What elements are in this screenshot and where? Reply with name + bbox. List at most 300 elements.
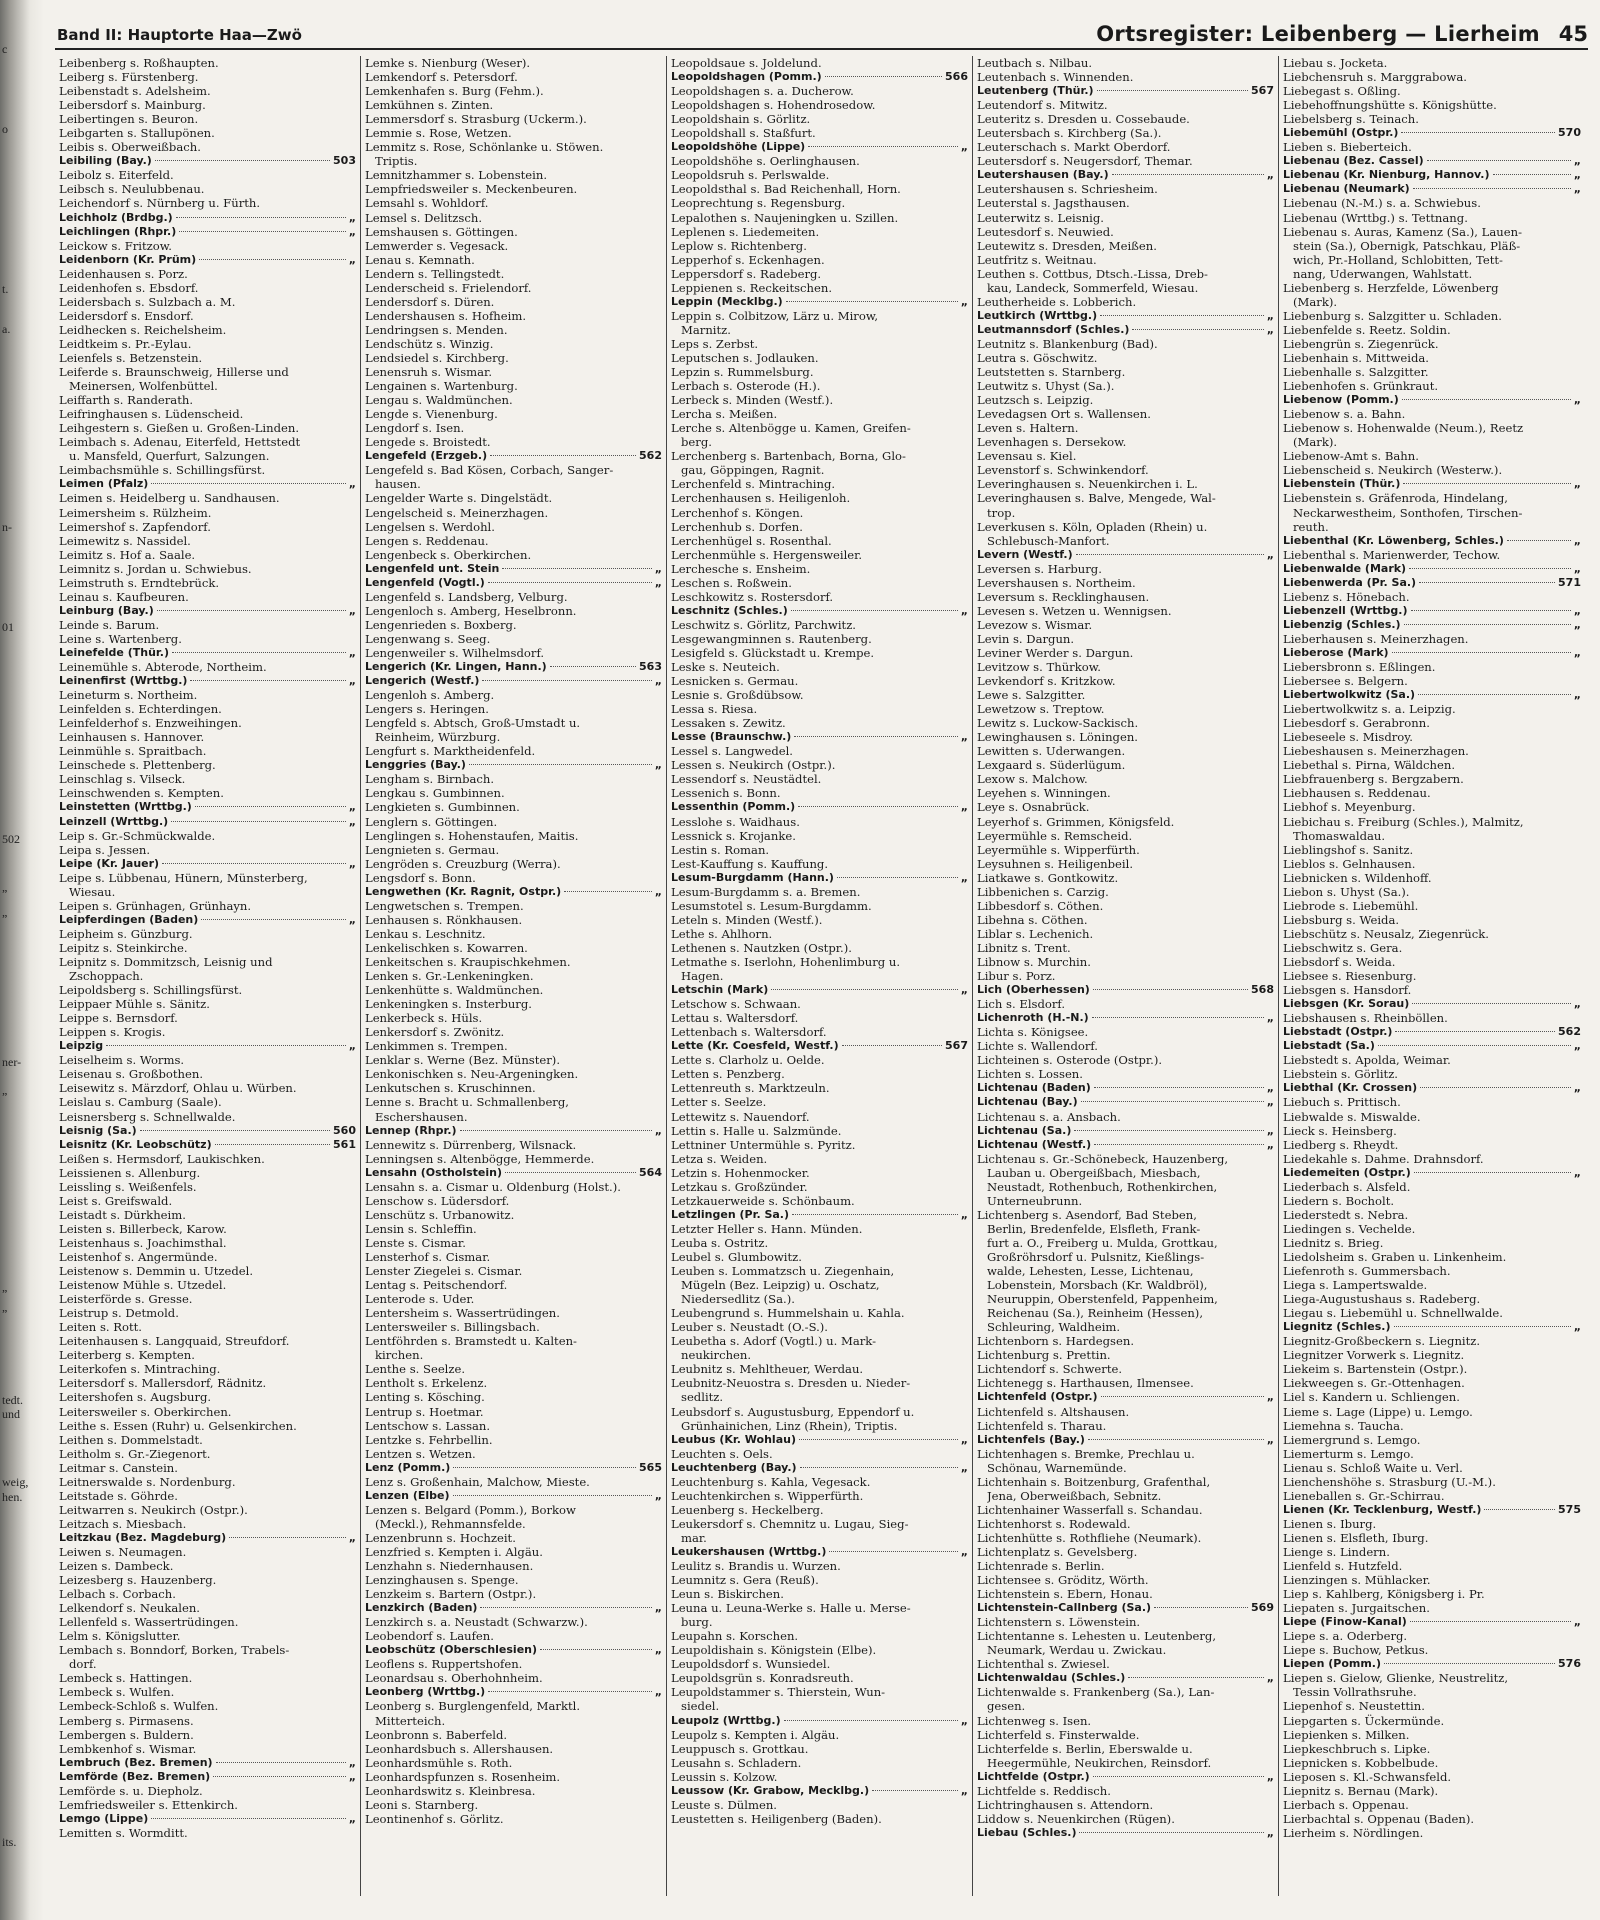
entry-page-ref: „ [348, 814, 356, 828]
index-entry [671, 1643, 968, 1657]
dot-leader [808, 146, 958, 147]
entry-text: Liebenzell (Wrttbg.) [1283, 603, 1408, 617]
dot-leader [794, 736, 957, 737]
entry-text: Liebeshausen s. Meinerzhagen. [1283, 744, 1469, 759]
entry-text: Lembach s. Bonndorf, Borken, Trabels- [59, 1643, 290, 1658]
entry-page-ref: „ [1573, 645, 1581, 659]
entry-text: Lobenstein, Morsbach (Kr. Waldbröl), [987, 1278, 1208, 1293]
index-entry [365, 1798, 662, 1812]
index-entry [977, 1152, 1274, 1166]
entry-text: Lewitz s. Luckow-Sackisch. [977, 716, 1139, 731]
entry-text: Leupoldsgrün s. Konradsreuth. [671, 1671, 854, 1686]
entry-page-ref: 567 [1251, 84, 1274, 98]
dot-leader [1420, 1087, 1571, 1088]
edge-mark: ner- [2, 1055, 22, 1069]
index-entry-continuation [671, 1292, 968, 1306]
index-entry [59, 1180, 356, 1194]
index-entry [59, 1784, 356, 1798]
edge-mark: weig, [2, 1475, 29, 1489]
entry-text: Lieck s. Heinsberg. [1283, 1123, 1397, 1138]
index-entry [365, 1503, 662, 1517]
index-entry [977, 1812, 1274, 1826]
entry-text: Libehna s. Cöthen. [977, 912, 1088, 927]
entry-text: Liebstedt s. Apolda, Weimar. [1283, 1053, 1451, 1068]
index-entry [671, 140, 968, 154]
entry-text: Letschin (Mark) [671, 983, 769, 997]
index-entry [1283, 941, 1581, 955]
entry-text: Leontinenhof s. Görlitz. [365, 1811, 504, 1826]
entry-text: Lieberhausen s. Meinerzhagen. [1283, 631, 1469, 646]
index-entry-continuation [977, 1320, 1274, 1334]
entry-text: Liebstadt (Sa.) [1283, 1039, 1375, 1053]
entry-text: Lichtensee s. Gröditz, Wörth. [977, 1573, 1149, 1588]
entry-text: Liebenau s. Auras, Kamenz (Sa.), Lauen- [1283, 224, 1522, 239]
index-entry [1283, 772, 1581, 786]
register-range-title: Ortsregister: Leibenberg — Lierheim [1096, 22, 1540, 46]
index-entry [671, 660, 968, 674]
index-entry [977, 646, 1274, 660]
index-entry [977, 1728, 1274, 1742]
entry-text: Leimersheim s. Rülzheim. [59, 505, 212, 520]
index-entry-continuation [1283, 520, 1581, 534]
entry-text: Lengwethen (Kr. Ragnit, Ostpr.) [365, 884, 562, 898]
entry-page-ref: „ [348, 674, 356, 688]
dot-leader [1112, 174, 1264, 175]
entry-text: Levesen s. Wetzen u. Wennigsen. [977, 603, 1172, 618]
entry-text: Lentföhrden s. Bramstedt u. Kalten- [365, 1334, 577, 1349]
index-entry [977, 253, 1274, 267]
index-column-5 [1279, 56, 1585, 1896]
entry-text: Zschoppach. [69, 969, 144, 984]
entry-text: Leizesberg s. Hauzenberg. [59, 1573, 217, 1588]
index-entry [977, 983, 1274, 997]
entry-page-ref: „ [1573, 561, 1581, 575]
entry-text: Leiten s. Rott. [59, 1320, 142, 1335]
dot-leader [176, 217, 346, 218]
index-entry [977, 379, 1274, 393]
index-entry [365, 1039, 662, 1053]
index-entry [977, 463, 1274, 477]
index-entry [365, 800, 662, 814]
entry-text: Leistenow s. Demmin u. Utzedel. [59, 1264, 254, 1279]
index-entry [365, 1615, 662, 1629]
entry-page-ref: 560 [333, 1123, 356, 1137]
entry-text: Leoflens s. Ruppertshofen. [365, 1657, 523, 1672]
entry-text: Lienen s. Elsfleth, Iburg. [1283, 1530, 1429, 1545]
index-entry [59, 1419, 356, 1433]
entry-text: Leumnitz s. Gera (Reuß). [671, 1573, 819, 1588]
entry-text: Lichtenborn s. Hardegsen. [977, 1334, 1135, 1349]
index-columns [55, 56, 1588, 1896]
entry-text: Lessaken s. Zewitz. [671, 716, 786, 731]
entry-text: Libur s. Porz. [977, 969, 1056, 984]
entry-text: Liebichau s. Freiburg (Schles.), Malmitz, [1283, 814, 1524, 829]
entry-page-ref: „ [1573, 154, 1581, 168]
index-entry [1283, 182, 1581, 196]
entry-text: Leversen s. Harburg. [977, 561, 1102, 576]
entry-text: Schlebusch-Manfort. [987, 533, 1110, 548]
index-entry [977, 548, 1274, 562]
index-entry [1283, 646, 1581, 660]
index-entry [977, 1559, 1274, 1573]
index-entry [671, 632, 968, 646]
index-entry [59, 786, 356, 800]
index-entry-continuation [977, 1756, 1274, 1770]
index-entry [59, 477, 356, 491]
index-entry-continuation [1283, 829, 1581, 843]
index-entry [59, 829, 356, 843]
entry-text: Lessa s. Riesa. [671, 702, 758, 717]
entry-text: Leopoldsaue s. Joldelund. [671, 56, 822, 70]
entry-text: Lenzkeim s. Bartern (Ostpr.). [365, 1587, 537, 1602]
entry-text: Lessenthin (Pomm.) [671, 800, 796, 814]
entry-text: Liebsburg s. Weida. [1283, 912, 1400, 927]
dot-leader [1074, 1130, 1263, 1131]
index-entry [59, 1264, 356, 1278]
index-entry [1283, 1615, 1581, 1629]
entry-text: Leidhecken s. Reichelsheim. [59, 322, 227, 337]
entry-page-ref: „ [654, 1685, 662, 1699]
entry-page-ref: „ [1266, 1137, 1274, 1151]
edge-mark: o [2, 122, 8, 136]
index-entry [365, 604, 662, 618]
entry-text: Liebenau (N.-M.) s. a. Schwiebus. [1283, 196, 1481, 211]
index-entry [977, 1208, 1274, 1222]
edge-mark: und [2, 1407, 20, 1421]
dot-leader [1413, 188, 1571, 189]
index-column-2 [361, 56, 667, 1896]
entry-text: Lerche s. Altenbögge u. Kamen, Greifen- [671, 421, 911, 436]
index-entry [671, 1742, 968, 1756]
entry-text: Leopoldshagen (Pomm.) [671, 70, 822, 84]
dot-leader [171, 821, 346, 822]
entry-text: Liederstedt s. Nebra. [1283, 1207, 1409, 1222]
index-entry [977, 1615, 1274, 1629]
entry-text: Lenkelischken s. Kowarren. [365, 940, 528, 955]
index-entry-continuation [671, 1531, 968, 1545]
index-entry [671, 1503, 968, 1517]
index-entry [1283, 969, 1581, 983]
index-entry [365, 1573, 662, 1587]
index-entry-continuation [671, 1278, 968, 1292]
entry-text: Lichtenstein-Callnberg (Sa.) [977, 1601, 1152, 1615]
index-entry [671, 337, 968, 351]
entry-text: Lichta s. Königsee. [977, 1025, 1089, 1040]
dot-leader [179, 231, 346, 232]
index-entry [1283, 407, 1581, 421]
index-entry [977, 126, 1274, 140]
entry-text: Leinemühle s. Abterode, Northeim. [59, 660, 267, 675]
entry-text: Lienen s. Iburg. [1283, 1516, 1377, 1531]
entry-text: Lenglingen s. Hohenstaufen, Maitis. [365, 828, 579, 843]
index-entry [365, 1629, 662, 1643]
edge-mark: „ [2, 1300, 8, 1314]
entry-text: berg. [681, 435, 712, 450]
index-entry [59, 857, 356, 871]
entry-text: Lichtenhainer Wasserfall s. Schandau. [977, 1502, 1203, 1517]
entry-text: Lengefeld (Erzgeb.) [365, 449, 488, 463]
entry-text: Lenzfried s. Kempten i. Algäu. [365, 1544, 543, 1559]
entry-text: Leisnig (Sa.) [59, 1123, 137, 1137]
index-entry [671, 1081, 968, 1095]
entry-text: Leitstade s. Göhrde. [59, 1488, 178, 1503]
index-entry [671, 1095, 968, 1109]
dot-leader [792, 1214, 958, 1215]
entry-text: Leifringhausen s. Lüdenscheid. [59, 407, 244, 422]
entry-text: Lichtenfeld (Ostpr.) [977, 1390, 1098, 1404]
entry-text: Leopoldshöhe s. Oerlinghausen. [671, 154, 860, 169]
dot-leader [151, 483, 345, 484]
entry-page-ref: „ [1573, 182, 1581, 196]
entry-text: Liemehna s. Taucha. [1283, 1418, 1404, 1433]
index-entry [59, 140, 356, 154]
edge-mark: its. [2, 1835, 17, 1849]
index-entry [977, 1039, 1274, 1053]
dot-leader [151, 1818, 346, 1819]
entry-text: Lemnitzhammer s. Lobenstein. [365, 168, 548, 183]
entry-text: Leinmühle s. Spraitbach. [59, 744, 207, 759]
index-entry [977, 1095, 1274, 1109]
index-entry [59, 702, 356, 716]
index-entry [59, 716, 356, 730]
entry-text: Liekweegen s. Gr.-Ottenhagen. [1283, 1376, 1465, 1391]
index-entry [365, 1531, 662, 1545]
dot-leader [460, 1130, 652, 1131]
index-entry [365, 1376, 662, 1390]
entry-text: Lengelder Warte s. Dingelstädt. [365, 491, 553, 506]
index-entry-continuation [365, 1110, 662, 1124]
entry-text: Reinheim, Würzburg. [375, 730, 501, 745]
entry-text: Leitersdorf s. Mallersdorf, Rädnitz. [59, 1376, 267, 1391]
entry-text: Levern (Westf.) [977, 547, 1073, 561]
index-entry [59, 604, 356, 618]
entry-page-ref: 565 [639, 1460, 662, 1474]
entry-text: Leupahn s. Korschen. [671, 1629, 799, 1644]
entry-text: Liebenstein s. Gräfenroda, Hindelang, [1283, 491, 1508, 506]
entry-page-ref: „ [1573, 477, 1581, 491]
index-entry-continuation [365, 477, 662, 491]
entry-text: Liebeseele s. Misdroy. [1283, 730, 1413, 745]
entry-text: Liefenroth s. Gummersbach. [1283, 1264, 1451, 1279]
entry-text: Leonhardsmühle s. Roth. [365, 1755, 513, 1770]
entry-text: Leutenberg (Thür.) [977, 84, 1094, 98]
index-entry [977, 730, 1274, 744]
entry-text: Liebchensruh s. Marggrabowa. [1283, 70, 1467, 85]
entry-text: Lessendorf s. Neustädtel. [671, 772, 822, 787]
entry-text: Grünhainichen, Linz (Rhein), Triptis. [681, 1418, 898, 1433]
entry-page-ref: „ [1266, 1081, 1274, 1095]
index-entry [977, 1601, 1274, 1615]
entry-text: Leuben s. Lommatzsch u. Ziegenhain, [671, 1264, 895, 1279]
entry-text: Lichtfelde (Ostpr.) [977, 1769, 1090, 1783]
entry-text: Leopoldshöhe (Lippe) [671, 140, 806, 154]
index-entry [1283, 1798, 1581, 1812]
entry-text: Leversum s. Recklinghausen. [977, 589, 1150, 604]
index-entry [1283, 562, 1581, 576]
entry-text: Liebemühl (Ostpr.) [1283, 126, 1399, 140]
entry-text: Lesgewangminnen s. Rautenberg. [671, 631, 872, 646]
entry-text: Leistenhof s. Angermünde. [59, 1249, 218, 1264]
index-entry [1283, 98, 1581, 112]
index-entry [671, 281, 968, 295]
entry-text: Liebenfelde s. Reetz. Soldin. [1283, 322, 1451, 337]
index-entry [977, 98, 1274, 112]
entry-text: Liepe s. Buchow, Petkus. [1283, 1643, 1429, 1658]
index-entry [1283, 1770, 1581, 1784]
index-entry [1283, 927, 1581, 941]
dot-leader [488, 582, 652, 583]
index-entry [1283, 449, 1581, 463]
index-entry [977, 1826, 1274, 1840]
index-entry [59, 112, 356, 126]
entry-page-ref: „ [1573, 393, 1581, 407]
index-entry [671, 1362, 968, 1376]
index-entry-continuation [977, 1166, 1274, 1180]
entry-text: Lerchenhügel s. Rosenthal. [671, 533, 832, 548]
entry-text: Leustetten s. Heiligenberg (Baden). [671, 1811, 882, 1826]
dot-leader [106, 1045, 346, 1046]
index-entry [1283, 983, 1581, 997]
index-entry [1283, 1306, 1581, 1320]
index-entry [977, 365, 1274, 379]
entry-text: Leibolz s. Eiterfeld. [59, 168, 174, 183]
entry-text: Niedersedlitz (Sa.). [681, 1292, 795, 1307]
index-entry [977, 1011, 1274, 1025]
entry-text: Liebengrün s. Ziegenrück. [1283, 336, 1439, 351]
entry-text: Leschen s. Roßwein. [671, 575, 792, 590]
index-entry [59, 646, 356, 660]
index-entry [977, 800, 1274, 814]
entry-text: Lenschütz s. Urbanowitz. [365, 1207, 515, 1222]
entry-text: Lellenfeld s. Wassertrüdingen. [59, 1615, 239, 1630]
entry-text: Lich s. Elsdorf. [977, 997, 1066, 1012]
index-entry [977, 1770, 1274, 1784]
index-entry [1283, 1264, 1581, 1278]
entry-text: Liebenzig (Schles.) [1283, 617, 1401, 631]
entry-text: Lenggries (Bay.) [365, 758, 466, 772]
entry-text: Leimen (Pfalz) [59, 477, 149, 491]
entry-text: trop. [987, 505, 1016, 520]
index-entry [365, 1236, 662, 1250]
entry-text: Lennep (Rhpr.) [365, 1123, 457, 1137]
entry-text: Lewitten s. Uderwangen. [977, 744, 1126, 759]
entry-text: Unterneubrunn. [987, 1193, 1083, 1208]
entry-text: Liebthal (Kr. Crossen) [1283, 1081, 1418, 1095]
index-entry [365, 421, 662, 435]
index-entry [365, 913, 662, 927]
index-entry [59, 1208, 356, 1222]
index-entry [365, 548, 662, 562]
dot-leader [799, 1439, 958, 1440]
entry-text: Liblar s. Lechenich. [977, 926, 1094, 941]
entry-text: Liebnicken s. Wildenhoff. [1283, 870, 1432, 885]
index-entry [365, 1671, 662, 1685]
index-entry [977, 688, 1274, 702]
dot-leader [842, 1045, 942, 1046]
index-entry [977, 702, 1274, 716]
index-entry [977, 716, 1274, 730]
entry-text: Lichtringhausen s. Attendorn. [977, 1797, 1154, 1812]
index-entry [1283, 1292, 1581, 1306]
entry-text: Lepperhof s. Eckenhagen. [671, 252, 825, 267]
entry-text: Lenne s. Bracht u. Schmallenberg, [365, 1095, 569, 1110]
entry-text: Leibertingen s. Beuron. [59, 112, 199, 127]
entry-text: Leipferdingen (Baden) [59, 912, 199, 926]
entry-page-ref: 563 [639, 660, 662, 674]
entry-page-ref: „ [348, 1769, 356, 1783]
index-entry [671, 112, 968, 126]
entry-text: Leutersbach s. Kirchberg (Sa.). [977, 126, 1162, 141]
entry-text: Lichtenau (Bay.) [977, 1095, 1078, 1109]
index-entry [1283, 1067, 1581, 1081]
entry-text: Leopoldshall s. Staßfurt. [671, 126, 816, 141]
dot-leader [1378, 1045, 1571, 1046]
entry-text: Liepienken s. Milken. [1283, 1727, 1410, 1742]
index-entry [977, 520, 1274, 534]
entry-page-ref: „ [1266, 1671, 1274, 1685]
index-entry [977, 997, 1274, 1011]
index-entry [365, 211, 662, 225]
entry-text: Liebau (Schles.) [977, 1825, 1077, 1839]
index-entry [1283, 1278, 1581, 1292]
dot-leader [482, 680, 651, 681]
index-entry [365, 702, 662, 716]
index-entry [365, 70, 662, 84]
entry-page-ref: „ [960, 1783, 968, 1797]
index-entry [59, 562, 356, 576]
index-entry [59, 1531, 356, 1545]
index-entry [671, 70, 968, 84]
index-entry-continuation [1283, 295, 1581, 309]
index-entry [977, 477, 1274, 491]
entry-text: Lemförde s. u. Diepholz. [59, 1783, 203, 1798]
index-entry [671, 1601, 968, 1615]
entry-text: Lexow s. Malchow. [977, 772, 1088, 787]
index-entry [671, 1264, 968, 1278]
entry-text: Letzkau s. Großzünder. [671, 1179, 808, 1194]
entry-text: Leipzig [59, 1039, 104, 1053]
entry-text: Leimewitz s. Nassidel. [59, 533, 191, 548]
index-entry [365, 1657, 662, 1671]
entry-text: Lenzinghausen s. Spenge. [365, 1573, 519, 1588]
dot-leader [791, 610, 958, 611]
entry-text: Lienau s. Schloß Waite u. Verl. [1283, 1460, 1463, 1475]
entry-text: Leipe s. Lübbenau, Hünern, Münsterberg, [59, 870, 308, 885]
entry-text: Lessel s. Langwedel. [671, 744, 793, 759]
index-entry [365, 1011, 662, 1025]
index-entry [1283, 618, 1581, 632]
entry-text: Liebersbronn s. Eßlingen. [1283, 660, 1436, 675]
entry-text: Leveringhausen s. Balve, Mengede, Wal- [977, 491, 1216, 506]
entry-text: Lenensruh s. Wismar. [365, 365, 493, 380]
index-entry [1283, 800, 1581, 814]
index-entry [1283, 534, 1581, 548]
index-entry [59, 1545, 356, 1559]
index-entry [977, 674, 1274, 688]
entry-text: Levezow s. Wismar. [977, 617, 1093, 632]
index-entry-continuation [671, 969, 968, 983]
entry-text: Lewe s. Salzgitter. [977, 688, 1086, 703]
index-entry [365, 941, 662, 955]
entry-text: Leutfritz s. Weitnau. [977, 252, 1097, 267]
index-entry [671, 1194, 968, 1208]
entry-text: Jena, Oberweißbach, Sebnitz. [987, 1488, 1162, 1503]
index-entry [1283, 112, 1581, 126]
dot-leader [172, 652, 346, 653]
entry-text: Lengenfeld s. Landsberg, Velburg. [365, 589, 568, 604]
index-entry [977, 786, 1274, 800]
dot-leader [190, 680, 345, 681]
